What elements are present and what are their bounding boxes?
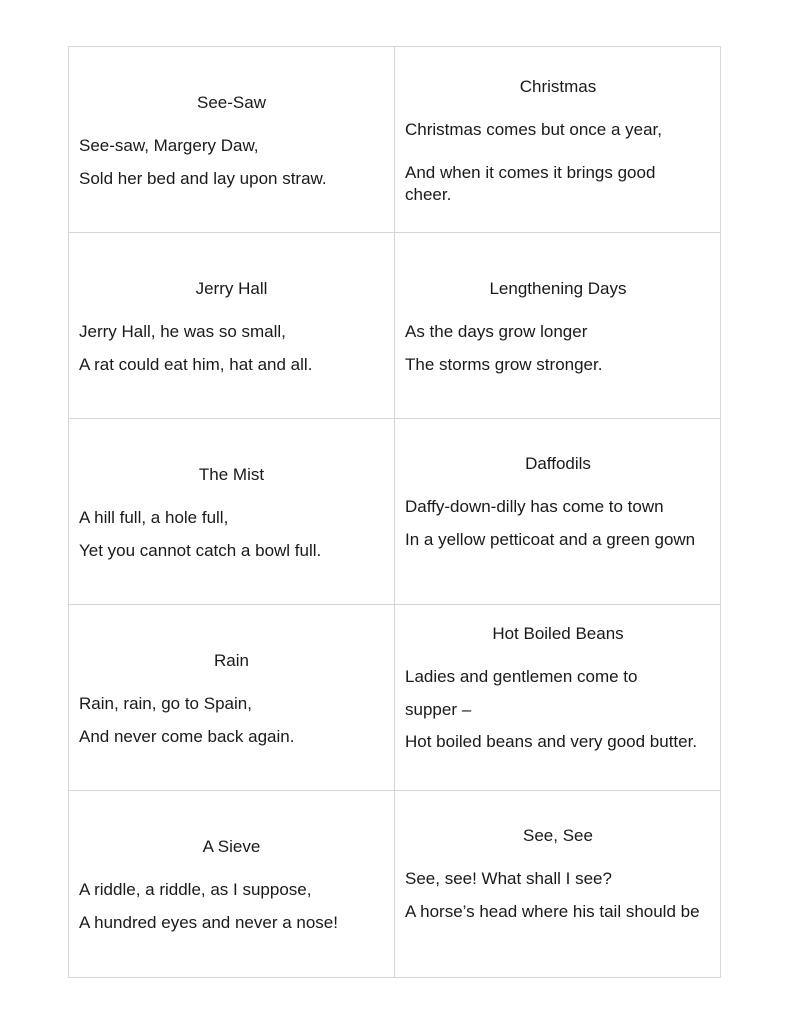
rhyme-card-the-mist [69,419,395,605]
card-title: A Sieve [202,837,261,856]
card-line: See-saw, Margery Daw, [79,136,259,155]
rhyme-card-rain [69,605,395,791]
rhyme-card-christmas [395,47,721,233]
card-line: Jerry Hall, he was so small, [79,322,286,341]
card-line: And never come back again. [79,727,295,746]
card-line: Hot boiled beans and very good butter. [405,732,698,751]
card-line: A hundred eyes and never a nose! [79,913,338,932]
rhyme-card-hot-boiled-beans [395,605,721,791]
card-title: See, See [523,826,593,845]
card-title: Daffodils [525,454,591,473]
rhyme-card-jerry-hall [69,233,395,419]
card-line: Christmas comes but once a year, [405,120,663,139]
card-line: A hill full, a hole full, [79,508,229,527]
card-line: Ladies and gentlemen come to [405,667,638,686]
card-line: Sold her bed and lay upon straw. [79,169,327,188]
card-line: As the days grow longer [405,322,588,341]
card-line: Daffy-down-dilly has come to town [405,497,664,516]
card-line: Yet you cannot catch a bowl full. [79,541,322,560]
card-line: A rat could eat him, hat and all. [79,355,313,374]
card-line: supper – [405,700,472,719]
card-line: In a yellow petticoat and a green gown [405,530,696,549]
rhyme-card-a-sieve [69,791,395,977]
card-line: Rain, rain, go to Spain, [79,694,252,713]
card-title: Jerry Hall [195,279,268,298]
card-title: Rain [214,651,249,670]
rhyme-card-daffodils [395,419,721,605]
card-title: Christmas [519,77,597,96]
card-line: The storms grow stronger. [405,355,603,374]
rhyme-card-see-saw [69,47,395,233]
card-title: See-Saw [197,93,266,112]
card-line: See, see! What shall I see? [405,869,612,888]
card-line: A riddle, a riddle, as I suppose, [79,880,312,899]
card-title: Lengthening Days [489,279,627,298]
card-title: Hot Boiled Beans [492,624,624,643]
rhyme-card-lengthening-days [395,233,721,419]
rhyme-card-see-see [395,791,721,977]
card-line: And when it comes it brings good cheer. [405,163,656,204]
card-title: The Mist [198,465,265,484]
rhyme-card-grid [68,46,721,978]
card-line: A horse’s head where his tail should be [405,902,700,921]
